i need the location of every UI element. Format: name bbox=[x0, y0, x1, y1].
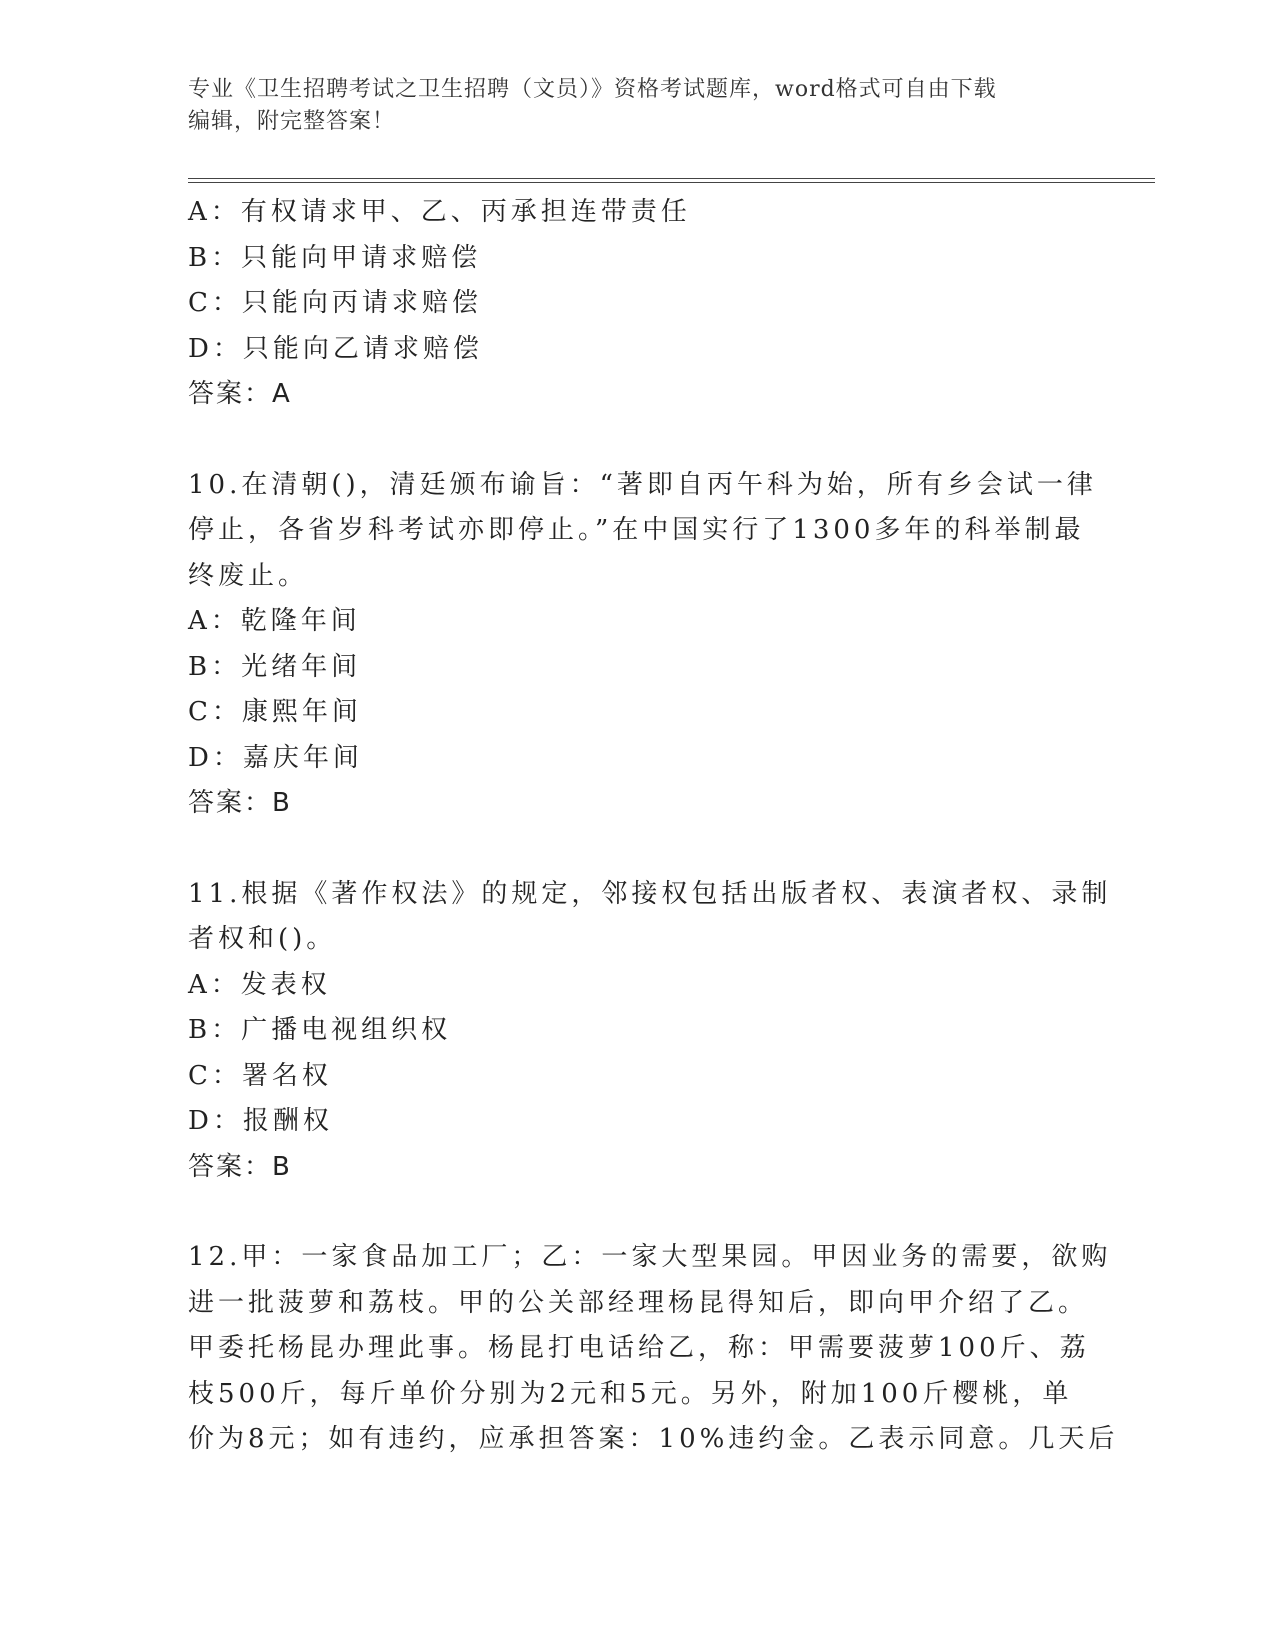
option-c: C：康熙年间 bbox=[188, 697, 362, 727]
option-c: C：只能向丙请求赔偿 bbox=[188, 288, 482, 318]
option-b: B：广播电视组织权 bbox=[188, 1015, 452, 1045]
question-10 bbox=[188, 463, 1097, 827]
option-b: B：光绪年间 bbox=[188, 651, 362, 682]
answer: 答案：A bbox=[188, 379, 292, 409]
question-text: 10.在清朝()，清廷颁布谕旨：“著即自丙午科为始，所有乡会试一律 bbox=[188, 469, 1097, 500]
header-divider bbox=[188, 178, 1155, 179]
document-header bbox=[188, 74, 1088, 138]
question-text: 11.根据《著作权法》的规定，邻接权包括出版者权、表演者权、录制 bbox=[188, 878, 1112, 909]
header-divider-thin bbox=[188, 182, 1155, 183]
option-c: C：署名权 bbox=[188, 1060, 332, 1091]
question-12 bbox=[188, 1235, 1119, 1463]
question-text: 者权和()。 bbox=[188, 924, 337, 954]
question-11 bbox=[188, 872, 1112, 1191]
question-text: 甲委托杨昆办理此事。杨昆打电话给乙，称：甲需要菠萝100斤、荔 bbox=[188, 1333, 1090, 1363]
answer: 答案：B bbox=[188, 1151, 292, 1182]
answer: 答案：B bbox=[188, 788, 292, 818]
question-text: 停止，各省岁科考试亦即停止。”在中国实行了1300多年的科举制最 bbox=[188, 515, 1085, 545]
option-a: A：发表权 bbox=[188, 969, 331, 1000]
question-text: 12.甲：一家食品加工厂；乙：一家大型果园。甲因业务的需要，欲购 bbox=[188, 1242, 1112, 1272]
option-d: D：嘉庆年间 bbox=[188, 742, 363, 773]
option-a: A：有权请求甲、乙、丙承担连带责任 bbox=[188, 197, 691, 227]
question-text: 价为8元；如有违约，应承担答案：10%违约金。乙表示同意。几天后 bbox=[188, 1424, 1119, 1454]
option-d: D：报酬权 bbox=[188, 1106, 333, 1136]
option-b: B：只能向甲请求赔偿 bbox=[188, 242, 482, 273]
question-9 bbox=[188, 190, 1088, 418]
header-line-2: 编辑，附完整答案！ bbox=[188, 109, 396, 134]
document-body bbox=[188, 190, 1119, 1463]
question-text: 枝500斤，每斤单价分别为2元和5元。另外，附加100斤樱桃，单 bbox=[188, 1378, 1073, 1409]
option-d: D：只能向乙请求赔偿 bbox=[188, 333, 483, 364]
header-line-1: 专业《卫生招聘考试之卫生招聘（文员）》资格考试题库，word格式可自由下载 bbox=[188, 77, 997, 102]
question-text: 终废止。 bbox=[188, 560, 309, 591]
question-text: 进一批菠萝和荔枝。甲的公关部经理杨昆得知后，即向甲介绍了乙。 bbox=[188, 1287, 1089, 1318]
option-a: A：乾隆年间 bbox=[188, 606, 361, 636]
